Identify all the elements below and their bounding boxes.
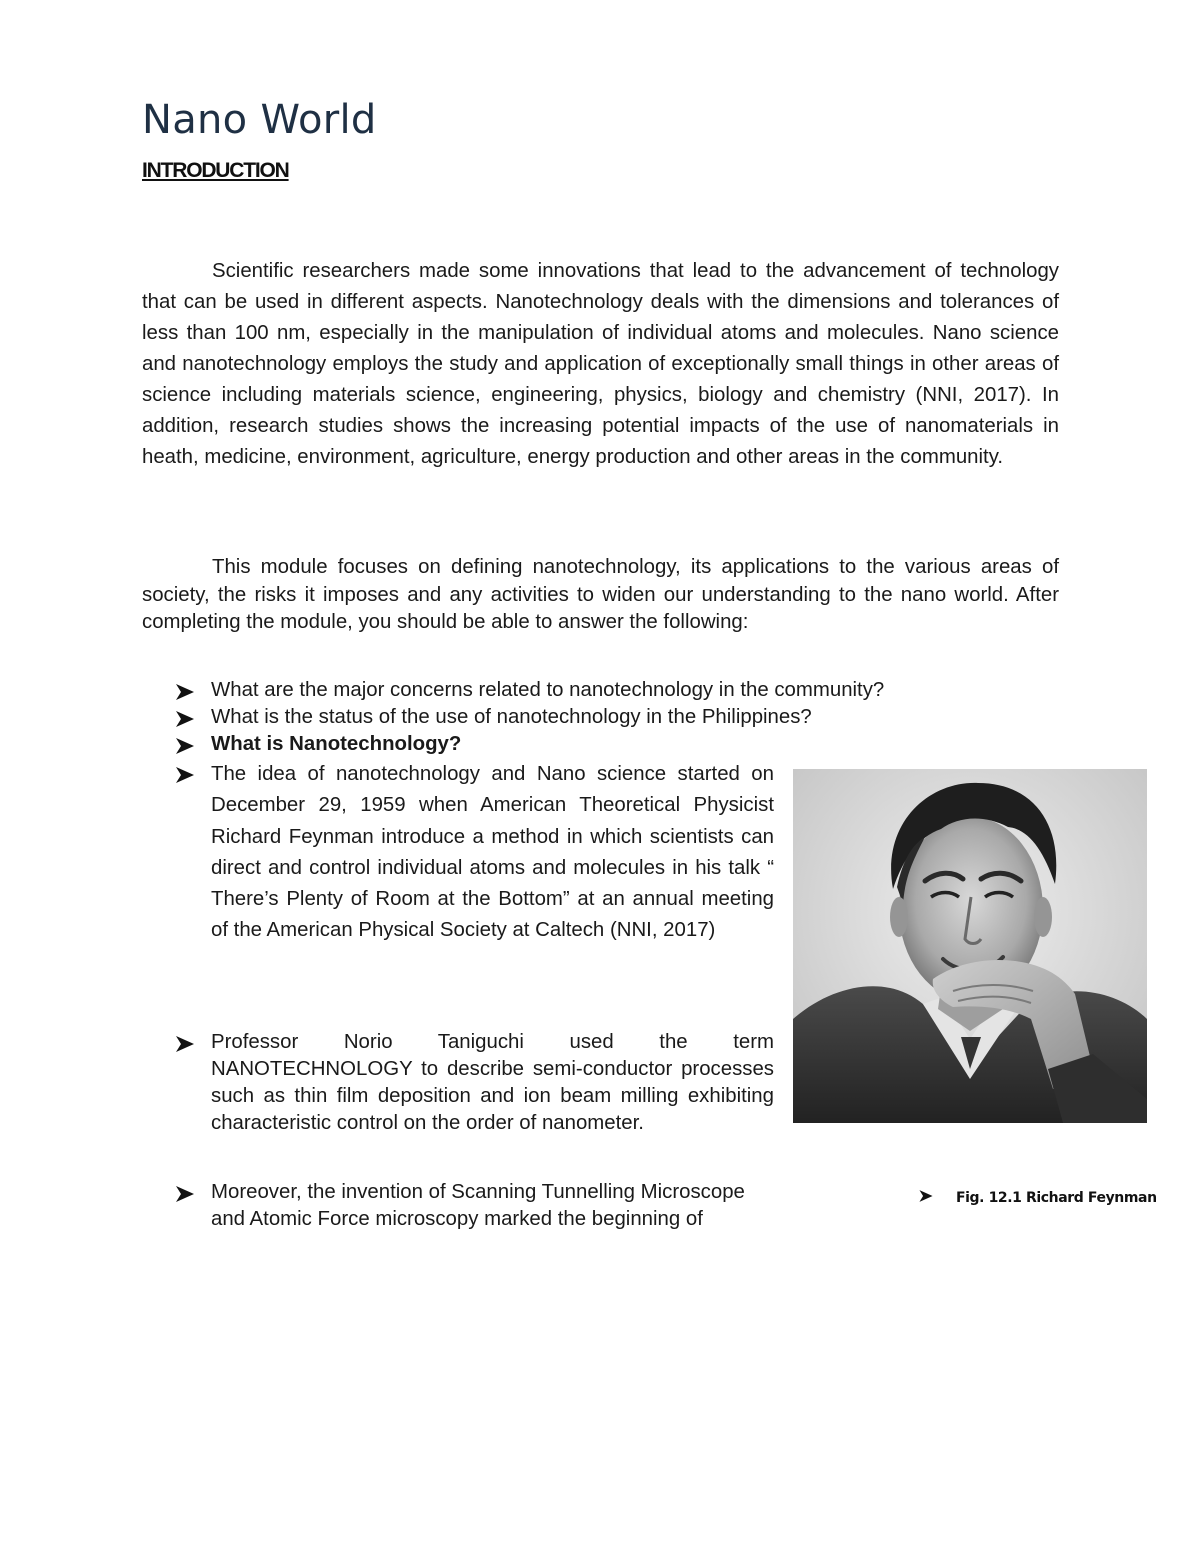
figure-caption: Fig. 12.1 Richard Feynman [956, 1190, 1157, 1206]
module-paragraph: This module focuses on defining nanotechnology, its applications to the various areas of society, the risks it imposes and any activities to widen our understanding to the nano world. After completing the module, you should be able to answer the following: [142, 556, 1059, 633]
feynman-portrait [793, 769, 1147, 1123]
fact-item: The idea of nanotechnology and Nano science started on December 29, 1959 when American Theoretical Physicist Richard Feynman introduce a method in which scientists can direct and control individual atoms and molecules in his talk “ There’s Plenty of Room at the Bottom” at an annual meeting of the American Physical Society at Caltech (NNI, 2017) [211, 763, 774, 942]
question-item: What are the major concerns related to nanotechnology in the community? [211, 679, 885, 701]
bullet-arrow-icon [174, 710, 196, 728]
intro-paragraph: Scientific researchers made some innovations that lead to the advancement of technology that can be used in different aspects. Nanotechnology deals with the dimensions and tolerances of less than 100 nm, especially in the manipulation of individual atoms and molecules. Nano science and nanotechnology employs the study and application of exceptionally small things in other areas of science including materials science, engineering, physics, biology and chemistry (NNI, 2017). In addition, research studies shows the increasing potential impacts of the use of nanomaterials in heath, medicine, environment, agriculture, energy production and other areas in the community. [142, 260, 1059, 468]
bullet-arrow-icon [174, 1035, 196, 1053]
fact-item: Moreover, the invention of Scanning Tunnelling Microscope and Atomic Force microscopy marked the beginning of [211, 1181, 745, 1230]
bullet-arrow-icon [918, 1189, 934, 1203]
fact-item: Professor Norio Taniguchi used the term NANOTECHNOLOGY to describe semi-conductor processes such as thin film deposition and ion beam milling exhibiting characteristic control on the order of nanometer. [211, 1031, 774, 1134]
section-heading: INTRODUCTION [142, 159, 289, 182]
document-title: Nano World [142, 97, 377, 143]
bullet-arrow-icon [174, 683, 196, 701]
question-item: What is Nanotechnology? [211, 733, 462, 755]
bullet-arrow-icon [174, 1185, 196, 1203]
bullet-arrow-icon [174, 766, 196, 784]
question-item: What is the status of the use of nanotechnology in the Philippines? [211, 706, 812, 728]
bullet-arrow-icon [174, 737, 196, 755]
